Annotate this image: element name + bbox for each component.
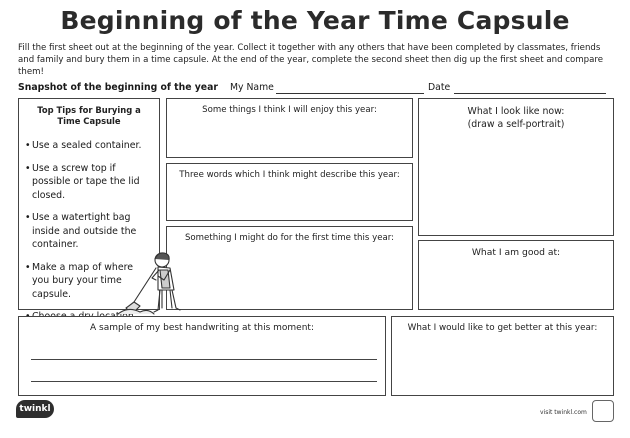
name-label: My Name <box>230 82 274 93</box>
page-title: Beginning of the Year Time Capsule <box>60 6 570 35</box>
date-label: Date <box>428 82 451 93</box>
better-at-heading: What I would like to get better at this year: <box>407 323 598 333</box>
look-like-sub: (draw a self-portrait) <box>467 119 565 130</box>
tip-item: • Use a screw top if possible or tape the lid closed. <box>25 162 153 203</box>
tip-item: • Use a watertight bag inside and outside the container. <box>25 211 153 252</box>
snapshot-label: Snapshot of the beginning of the year <box>18 82 218 93</box>
name-line[interactable] <box>276 93 424 94</box>
visit-link-text: visit twinkl.com <box>540 409 587 416</box>
enjoy-box[interactable] <box>166 98 413 158</box>
tip-item: • Make a map of where you bury your time capsule. <box>25 261 153 302</box>
digging-figure-illustration <box>118 250 210 316</box>
tip-item: • Use a sealed container. <box>25 139 153 153</box>
three-words-heading: Three words which I think might describe this year: <box>179 170 400 180</box>
look-like-heading <box>419 99 613 131</box>
tips-heading: Top Tips for Burying a Time Capsule <box>37 105 141 126</box>
handwriting-heading: A sample of my best handwriting at this moment: <box>90 323 314 333</box>
snapshot-row <box>18 82 618 96</box>
self-portrait-box[interactable] <box>418 98 614 236</box>
handwriting-line[interactable] <box>31 359 377 360</box>
intro-text: Fill the first sheet out at the beginning of the year. Collect it together with any others that have been completed by classmates, friends and family and bury them in a time capsule. At the end of the year, complete the second sheet then dig up the first sheet and compare them! <box>18 43 603 77</box>
three-words-box[interactable] <box>166 163 413 221</box>
date-line[interactable] <box>454 93 606 94</box>
look-like-label: What I look like now: <box>467 106 565 117</box>
enjoy-heading: Some things I think I will enjoy this year: <box>202 105 377 115</box>
first-time-heading: Something I might do for the first time this year: <box>184 233 395 243</box>
handwriting-line[interactable] <box>31 381 377 382</box>
quality-seal-icon <box>592 400 614 422</box>
handwriting-box[interactable] <box>18 316 386 396</box>
good-at-heading: What I am good at: <box>471 247 561 258</box>
good-at-box[interactable] <box>418 240 614 310</box>
better-at-box[interactable] <box>391 316 614 396</box>
twinkl-logo: twinkl <box>16 400 54 418</box>
